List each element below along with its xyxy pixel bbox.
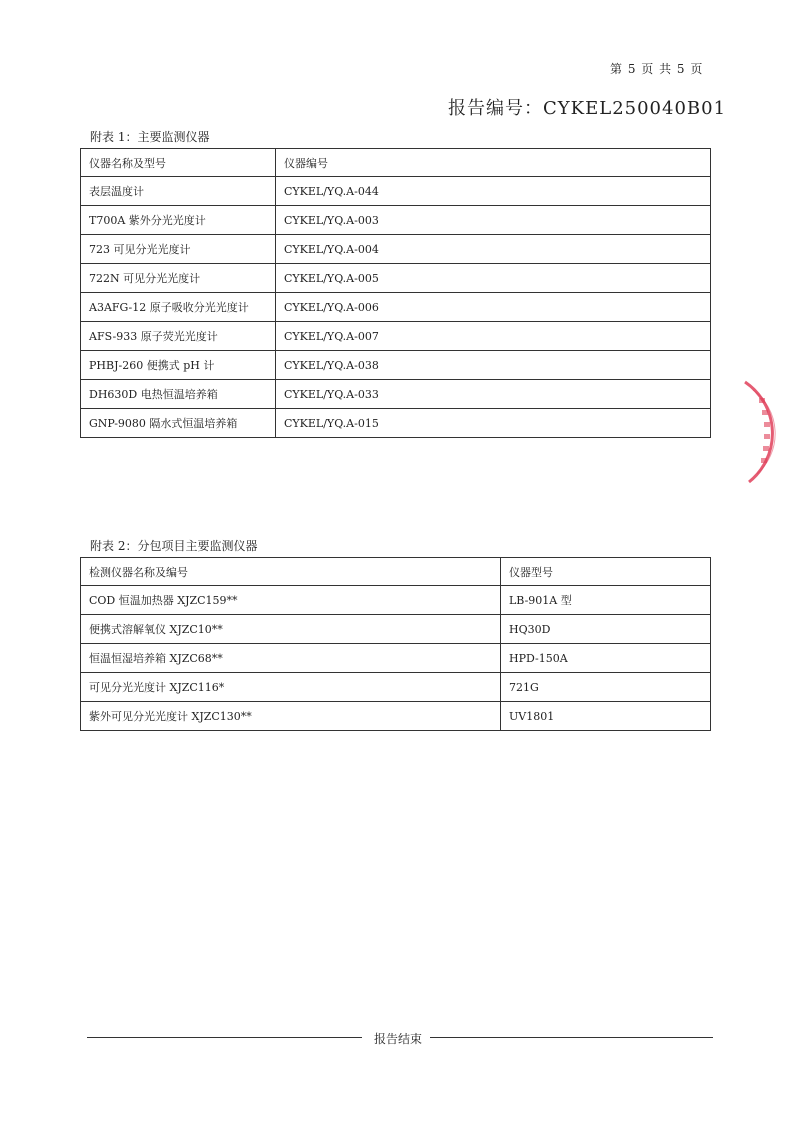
table-row [81,644,711,673]
column-header: 仪器型号 [501,558,711,586]
instrument-id: CYKEL/YQ.A-015 [276,409,711,438]
instrument-name: T700A 紫外分光光度计 [81,206,276,235]
end-divider-right [430,1037,713,1038]
subcontract-instruments-table [80,557,711,731]
table-row [81,322,711,351]
report-number: 报告编号：CYKEL250040B01 [448,98,727,119]
table-row [81,380,711,409]
instrument-id: CYKEL/YQ.A-003 [276,206,711,235]
table-row [81,615,711,644]
instrument-name: 可见分光光度计 XJZC116* [81,673,501,702]
table-header-row [81,558,711,586]
page-number: 第 5 页 共 5 页 [610,62,704,76]
instrument-model: LB-901A 型 [501,586,711,615]
instrument-name: DH630D 电热恒温培养箱 [81,380,276,409]
table-row [81,264,711,293]
instrument-name: 表层温度计 [81,177,276,206]
column-header: 仪器编号 [276,149,711,177]
table-row [81,702,711,731]
instrument-model: HPD-150A [501,644,711,673]
table-row [81,673,711,702]
column-header: 仪器名称及型号 [81,149,276,177]
table-row [81,409,711,438]
instrument-model: 721G [501,673,711,702]
instrument-name: AFS-933 原子荧光光度计 [81,322,276,351]
instrument-name: A3AFG-12 原子吸收分光光度计 [81,293,276,322]
end-divider-left [87,1037,362,1038]
main-instruments-table [80,148,711,438]
report-end-label: 报告结束 [374,1032,423,1046]
instrument-id: CYKEL/YQ.A-033 [276,380,711,409]
table-row [81,293,711,322]
table-row [81,235,711,264]
column-header: 检测仪器名称及编号 [81,558,501,586]
instrument-name: 便携式溶解氧仪 XJZC10** [81,615,501,644]
instrument-id: CYKEL/YQ.A-044 [276,177,711,206]
instrument-name: 紫外可见分光光度计 XJZC130** [81,702,501,731]
instrument-name: 恒温恒湿培养箱 XJZC68** [81,644,501,673]
table-row [81,177,711,206]
table2-caption: 附表 2：分包项目主要监测仪器 [90,539,258,553]
table-header-row [81,149,711,177]
instrument-name: PHBJ-260 便携式 pH 计 [81,351,276,380]
instrument-id: CYKEL/YQ.A-038 [276,351,711,380]
instrument-id: CYKEL/YQ.A-007 [276,322,711,351]
instrument-id: CYKEL/YQ.A-005 [276,264,711,293]
table-row [81,586,711,615]
instrument-name: 723 可见分光光度计 [81,235,276,264]
instrument-id: CYKEL/YQ.A-006 [276,293,711,322]
table1-caption: 附表 1：主要监测仪器 [90,130,210,144]
instrument-name: COD 恒温加热器 XJZC159** [81,586,501,615]
instrument-model: UV1801 [501,702,711,731]
seal-stamp [735,378,792,486]
table-row [81,206,711,235]
instrument-model: HQ30D [501,615,711,644]
instrument-name: 722N 可见分光光度计 [81,264,276,293]
instrument-name: GNP-9080 隔水式恒温培养箱 [81,409,276,438]
instrument-id: CYKEL/YQ.A-004 [276,235,711,264]
table-row [81,351,711,380]
